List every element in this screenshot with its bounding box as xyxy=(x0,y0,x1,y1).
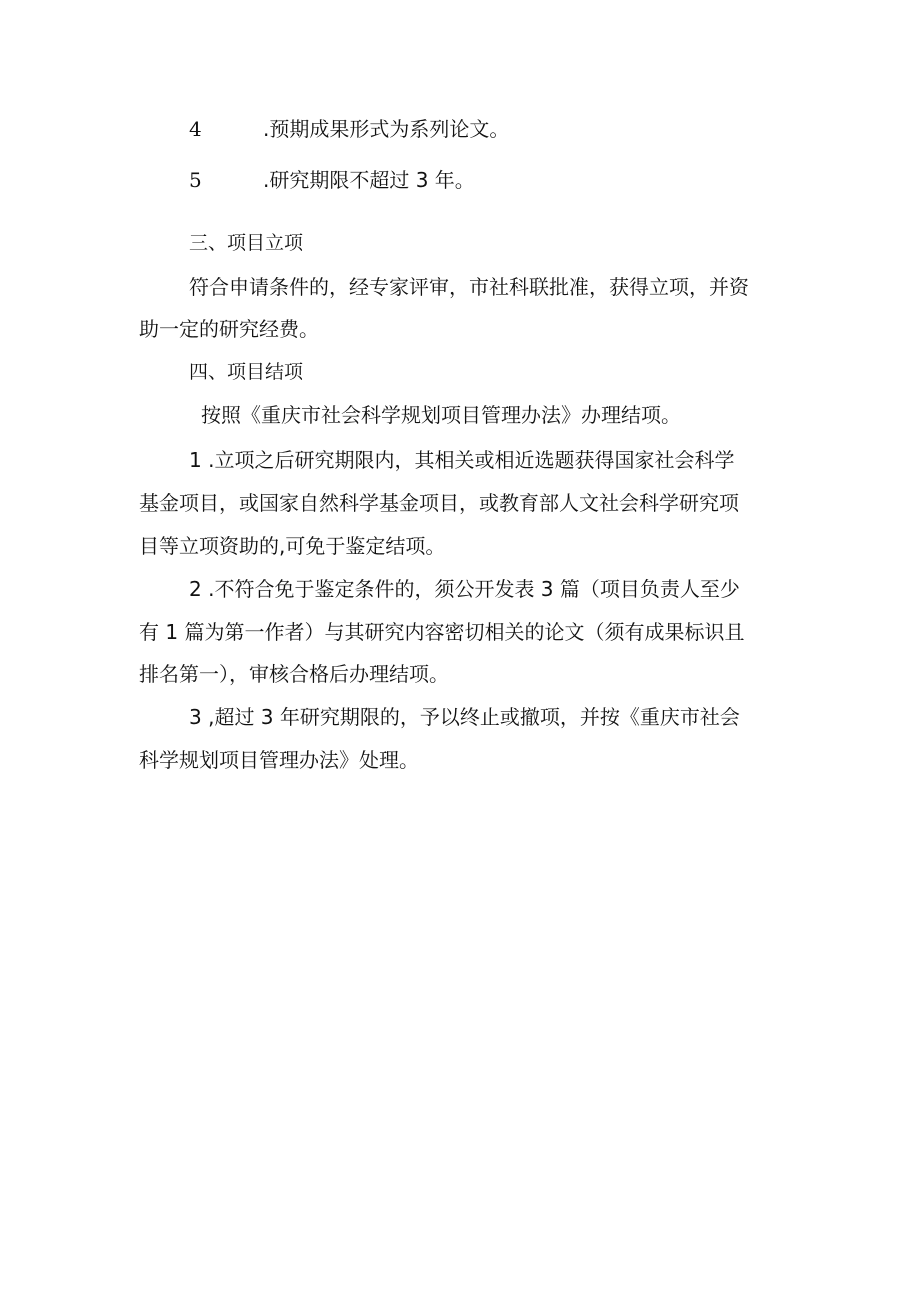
paragraph-line: 3 ,超过 3 年研究期限的，予以终止或撤项，并按《重庆市社会 xyxy=(189,705,740,729)
item-number: 5 xyxy=(189,168,202,192)
paragraph-line: 科学规划项目管理办法》处理。 xyxy=(139,748,419,772)
item-text: .预期成果形式为系列论文。 xyxy=(263,117,510,141)
paragraph-line: 助一定的研究经费。 xyxy=(139,317,319,341)
paragraph-line: 目等立项资助的,可免于鉴定结项。 xyxy=(139,534,446,558)
paragraph-line: 基金项目，或国家自然科学基金项目，或教育部人文社会科学研究项 xyxy=(139,491,739,515)
list-item-4 xyxy=(189,117,509,141)
item-text: .研究期限不超过 3 年。 xyxy=(263,168,475,192)
paragraph-line: 排名第一），审核合格后办理结项。 xyxy=(139,662,449,686)
paragraph-line: 1 .立项之后研究期限内，其相关或相近选题获得国家社会科学 xyxy=(189,448,735,472)
item-number: 4 xyxy=(189,117,202,141)
section-heading-project-approval: 三、项目立项 xyxy=(189,232,304,254)
section-heading-project-completion: 四、项目结项 xyxy=(189,361,304,383)
paragraph-intro: 按照《重庆市社会科学规划项目管理办法》办理结项。 xyxy=(201,403,681,427)
paragraph-line: 有 1 篇为第一作者）与其研究内容密切相关的论文（须有成果标识且 xyxy=(139,620,745,644)
paragraph-line: 2 .不符合免于鉴定条件的，须公开发表 3 篇（项目负责人至少 xyxy=(189,577,740,601)
paragraph-line: 符合申请条件的，经专家评审，市社科联批准，获得立项，并资 xyxy=(189,275,749,299)
list-item-5 xyxy=(189,168,475,192)
